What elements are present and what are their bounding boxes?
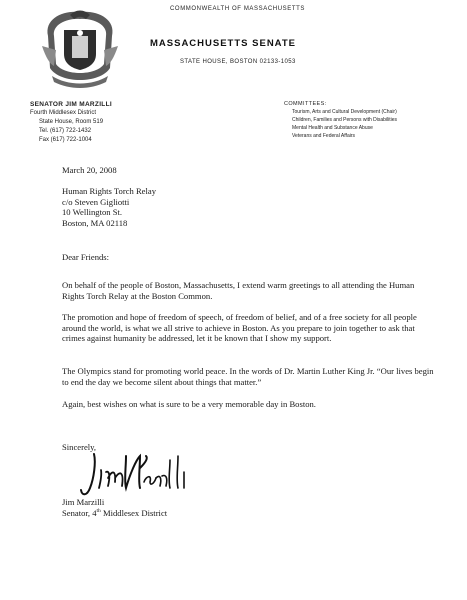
senator-name: SENATOR JIM MARZILLI [30,101,112,108]
committees-heading: COMMITTEES: [284,101,327,107]
letter-paragraph: Again, best wishes on what is sure to be a very memorable day in Boston. [62,399,316,409]
senator-fax: Fax (617) 722-1004 [39,137,92,143]
committee-item: Children, Families and Persons with Disabilities [292,117,398,123]
recipient-line: Boston, MA 02118 [62,217,128,228]
closing: Sincerely, [62,442,97,452]
commonwealth-line: COMMONWEALTH OF MASSACHUSETTS [170,6,305,12]
senate-address: STATE HOUSE, BOSTON 02133-1053 [180,59,296,65]
letter-paragraph: The Olympics stand for promoting world peace. In the words of Dr. Martin Luther King Jr. “Our lives begin to end the day we become silent about things that matter.” [62,366,434,387]
recipient-line: 10 Wellington St. [62,207,123,218]
letter-paragraph: The promotion and hope of freedom of speech, of freedom of belief, and of a free society for all people around the world, is what we all strive to achieve in Boston. As you prepare to join together to ask that crimes against humanity be addressed, let it be known that I show my support. [62,312,417,344]
senator-tel: Tel. (617) 722-1432 [39,128,92,134]
senator-room: State House, Room 519 [39,119,104,125]
committees-block [280,100,397,140]
letter-date: March 20, 2008 [62,165,117,175]
recipient-address [62,186,156,228]
committee-item: Veterans and Federal Affairs [292,133,356,139]
committee-item: Mental Health and Substance Abuse [292,125,373,131]
signer-block [62,497,167,518]
salutation: Dear Friends: [62,252,110,262]
senator-block [30,100,112,145]
signer-title: Senator, 4th Middlesex District [62,507,168,518]
letter-paragraph: On behalf of the people of Boston, Massachusetts, I extend warm greetings to all attending the Human Rights Torch Relay at the Boston Common. [62,280,415,301]
recipient-line: Human Rights Torch Relay [62,186,156,196]
handwritten-signature [80,448,190,504]
committees-list [280,108,397,140]
senate-title: MASSACHUSETTS SENATE [150,38,296,49]
signer-name: Jim Marzilli [62,497,105,507]
recipient-line: c/o Steven Gigliotti [62,196,130,207]
committee-item: Tourism, Arts and Cultural Development (Chair) [292,109,397,115]
massachusetts-seal-icon [40,6,120,88]
senator-district: Fourth Middlesex District [30,110,97,116]
